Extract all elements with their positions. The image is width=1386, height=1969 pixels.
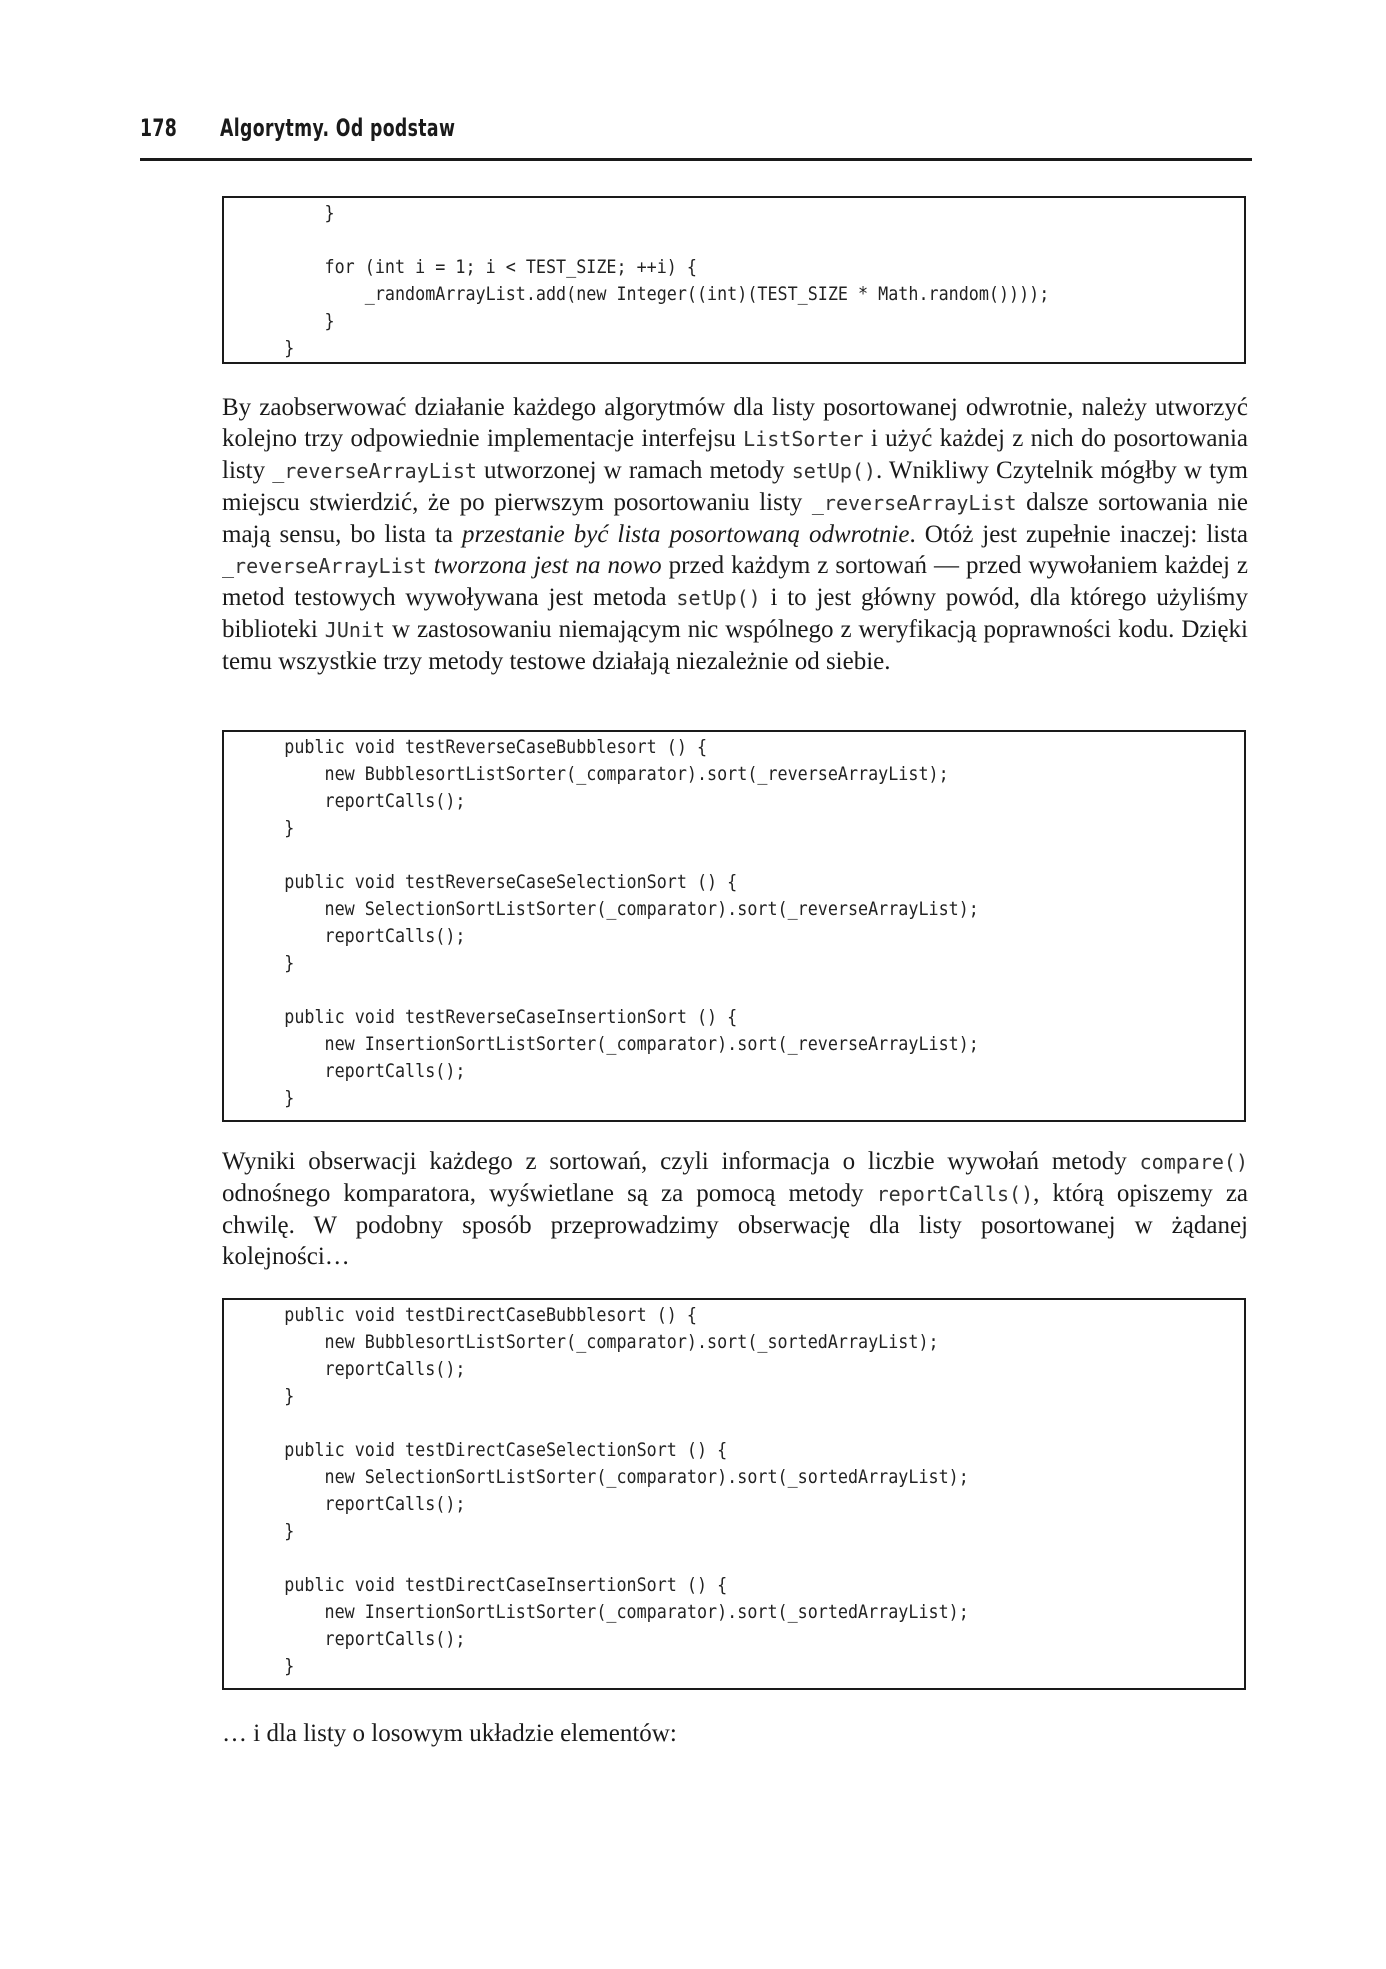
text-run: Wyniki obserwacji każdego z sortowań, czyli informacja o liczbie wywołań metody xyxy=(222,1148,1140,1175)
text-run: przed każdym z sortowań — przed wywołaniem każdej z metod testowych wywoływana jest metoda xyxy=(222,552,1248,611)
text-run: utworzonej w ramach metody xyxy=(476,457,792,484)
code-line: } xyxy=(244,337,295,359)
body-paragraph xyxy=(222,1146,1248,1272)
inline-code: setUp() xyxy=(676,586,761,610)
code-line: new BubblesortListSorter(_comparator).sort(_sortedArrayList); xyxy=(244,1331,939,1353)
body-paragraph xyxy=(222,1718,1248,1749)
code-line: public void testDirectCaseSelectionSort () { xyxy=(244,1439,728,1461)
code-line: public void testDirectCaseInsertionSort () { xyxy=(244,1574,728,1596)
inline-code: _reverseArrayList xyxy=(811,491,1017,515)
code-line: reportCalls(); xyxy=(244,790,466,812)
running-title: Algorytmy. Od podstaw xyxy=(220,114,456,142)
code-line: new SelectionSortListSorter(_comparator).sort(_reverseArrayList); xyxy=(244,898,979,920)
code-line: new InsertionSortListSorter(_comparator).sort(_reverseArrayList); xyxy=(244,1033,979,1055)
code-line: public void testReverseCaseSelectionSort () { xyxy=(244,871,738,893)
text-run: By zaobserwować działanie każdego algorytmów dla listy posortowanej odwrotnie, należy utworzyć kolejno trzy odpowiednie implementacje interfejsu xyxy=(222,394,1248,452)
emphasis: przestanie być lista posortowaną odwrotnie xyxy=(461,521,910,548)
text-run xyxy=(427,552,434,579)
body-paragraph xyxy=(222,392,1248,677)
code-line: for (int i = 1; i < TEST_SIZE; ++i) { xyxy=(244,256,697,278)
inline-code: setUp() xyxy=(791,459,876,483)
inline-code: ListSorter xyxy=(743,427,864,451)
text-run: i to jest główny powód, dla którego użyliśmy biblioteki xyxy=(222,584,1248,643)
inline-code: _reverseArrayList xyxy=(272,459,477,483)
text-run: , którą opiszemy za chwilę. W podobny sposób przeprowadzimy obserwację dla listy posortowanej w żądanej kolejności… xyxy=(222,1180,1249,1270)
code-line: new BubblesortListSorter(_comparator).sort(_reverseArrayList); xyxy=(244,763,949,785)
code-line: } xyxy=(244,1087,295,1109)
code-line: } xyxy=(244,310,335,332)
code-line: } xyxy=(244,1520,295,1542)
code-line: reportCalls(); xyxy=(244,1358,466,1380)
text-run: . Otóż jest zupełnie inaczej: lista xyxy=(909,521,1248,548)
code-line: new InsertionSortListSorter(_comparator).sort(_sortedArrayList); xyxy=(244,1601,969,1623)
code-block-reverse-tests xyxy=(222,730,1246,1122)
inline-code: reportCalls() xyxy=(876,1182,1034,1206)
code-line: public void testReverseCaseInsertionSort () { xyxy=(244,1006,738,1028)
code-line: new SelectionSortListSorter(_comparator).sort(_sortedArrayList); xyxy=(244,1466,969,1488)
emphasis: tworzona jest na nowo xyxy=(433,552,662,579)
text-run: dalsze sortowania nie mają sensu, bo lista ta xyxy=(222,489,1248,548)
inline-code: compare() xyxy=(1139,1150,1248,1174)
code-line: } xyxy=(244,817,295,839)
text-run: w zastosowaniu niemającym nic wspólnego z weryfikacją poprawności kodu. Dzięki temu wszystkie trzy metody testowe działają niezależnie od siebie. xyxy=(222,616,1248,675)
text-run: . Wnikliwy Czytelnik mógłby w tym miejscu stwierdzić, że po pierwszym posortowaniu listy xyxy=(222,457,1249,516)
code-line: _randomArrayList.add(new Integer((int)(TEST_SIZE * Math.random()))); xyxy=(244,283,1050,305)
inline-code: _reverseArrayList xyxy=(222,554,427,578)
page-header xyxy=(140,110,1252,161)
text-run: i użyć każdej z nich do posortowania listy xyxy=(222,425,1249,484)
code-line: reportCalls(); xyxy=(244,1060,466,1082)
code-line: reportCalls(); xyxy=(244,1493,466,1515)
code-line: } xyxy=(244,1655,295,1677)
code-line: public void testDirectCaseBubblesort () { xyxy=(244,1304,697,1326)
inline-code: JUnit xyxy=(324,618,385,642)
code-line: public void testReverseCaseBubblesort () { xyxy=(244,736,708,758)
code-line: } xyxy=(244,1385,295,1407)
page-number: 178 xyxy=(140,114,178,142)
text-run: odnośnego komparatora, wyświetlane są za pomocą metody xyxy=(222,1180,877,1207)
text-run: … i dla listy o losowym układzie elementów: xyxy=(222,1720,677,1747)
code-line: } xyxy=(244,952,295,974)
code-line: } xyxy=(244,202,335,224)
code-block-direct-tests xyxy=(222,1298,1246,1690)
code-line: reportCalls(); xyxy=(244,1628,466,1650)
code-line: reportCalls(); xyxy=(244,925,466,947)
code-block-setup xyxy=(222,196,1246,364)
